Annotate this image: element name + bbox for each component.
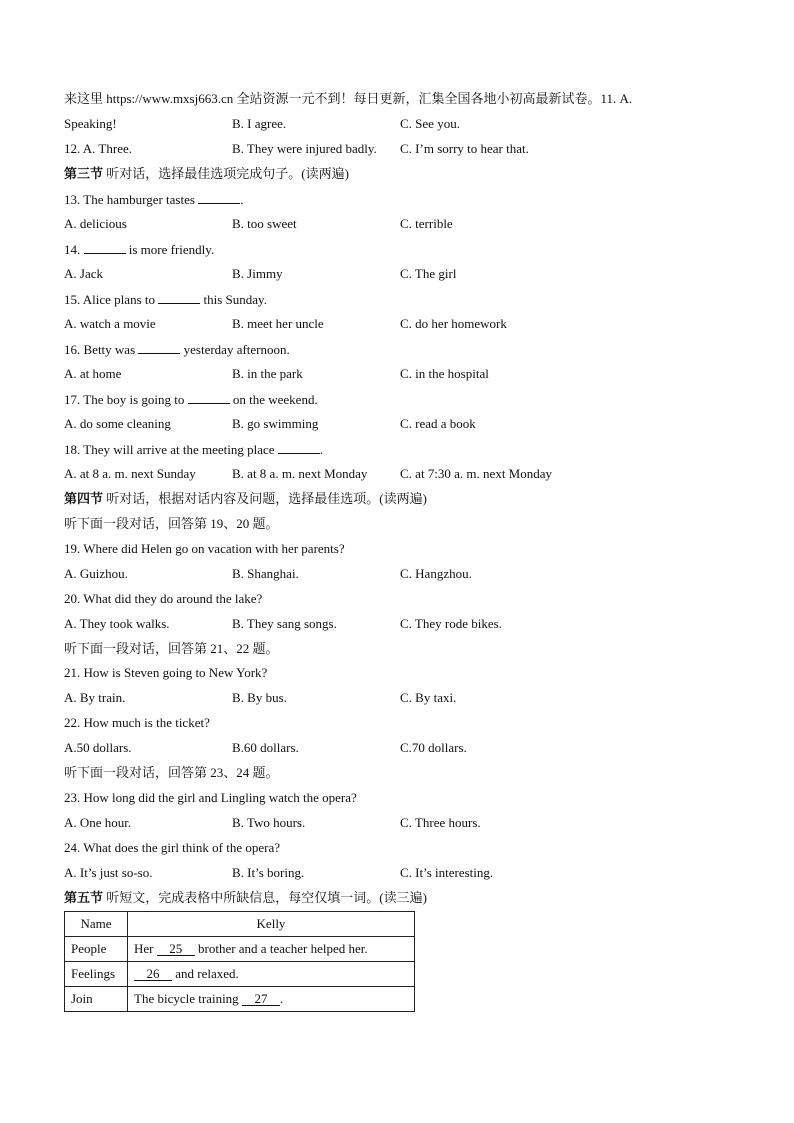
section5-heading <box>64 890 427 907</box>
q16-option-b: B. in the park <box>232 366 303 381</box>
section4-text: 听对话，根据对话内容及问题，选择最佳选项。(读两遍) <box>103 491 427 506</box>
q16-option-a: A. at home <box>64 366 122 381</box>
row-label: Feelings <box>65 962 128 987</box>
q22-stem: 22. How much is the ticket? <box>64 715 210 730</box>
table-header-kelly: Kelly <box>128 912 415 937</box>
q21-option-b: B. By bus. <box>232 690 287 705</box>
q12-option-b: B. They were injured badly. <box>232 141 377 156</box>
q17-option-c: C. read a book <box>400 416 476 431</box>
q16-stem: 16. Betty was yesterday afternoon. <box>64 342 290 357</box>
section4-heading <box>64 491 427 508</box>
info-table <box>64 911 415 1012</box>
q14-option-a: A. Jack <box>64 266 103 281</box>
q11-option-a: Speaking! <box>64 116 117 131</box>
q17-stem: 17. The boy is going to on the weekend. <box>64 392 318 407</box>
answer-blank <box>198 191 240 204</box>
header-line: 来这里 https://www.mxsj663.cn 全站资源一元不到！每日更新，汇集全国各地小初高最新试卷。11. A. <box>64 91 633 106</box>
row-label: People <box>65 937 128 962</box>
q12-option-a: 12. A. Three. <box>64 141 132 156</box>
intro-19-20: 听下面一段对话，回答第 19、20 题。 <box>64 516 279 531</box>
q20-stem: 20. What did they do around the lake? <box>64 591 263 606</box>
q15-option-c: C. do her homework <box>400 316 507 331</box>
q23-option-c: C. Three hours. <box>400 815 481 830</box>
section5-text: 听短文，完成表格中所缺信息，每空仅填一词。(读三遍) <box>103 890 427 905</box>
q21-option-a: A. By train. <box>64 690 126 705</box>
q22-option-a: A.50 dollars. <box>64 740 132 755</box>
q24-stem: 24. What does the girl think of the opera? <box>64 840 281 855</box>
q14-stem: 14. is more friendly. <box>64 242 215 257</box>
section3-label: 第三节 <box>64 167 104 182</box>
q22-option-c: C.70 dollars. <box>400 740 467 755</box>
q24-option-c: C. It’s interesting. <box>400 865 494 880</box>
q19-option-a: A. Guizhou. <box>64 566 128 581</box>
q18-option-a: A. at 8 a. m. next Sunday <box>64 466 196 481</box>
q24-option-a: A. It’s just so-so. <box>64 865 153 880</box>
q15-option-a: A. watch a movie <box>64 316 156 331</box>
table-row <box>65 962 415 987</box>
q23-option-a: A. One hour. <box>64 815 132 830</box>
q21-stem: 21. How is Steven going to New York? <box>64 665 268 680</box>
table-header-name: Name <box>65 912 128 937</box>
q11-option-b: B. I agree. <box>232 116 287 131</box>
row-content: Her 25 brother and a teacher helped her. <box>128 937 415 962</box>
answer-blank <box>84 241 126 254</box>
q16-option-c: C. in the hospital <box>400 366 489 381</box>
q19-option-c: C. Hangzhou. <box>400 566 472 581</box>
q15-option-b: B. meet her uncle <box>232 316 324 331</box>
answer-blank <box>278 441 320 454</box>
answer-blank <box>188 391 230 404</box>
row-content: The bicycle training 27 . <box>128 987 415 1012</box>
intro-21-22: 听下面一段对话，回答第 21、22 题。 <box>64 641 279 656</box>
q14-option-b: B. Jimmy <box>232 266 283 281</box>
section5-label: 第五节 <box>64 891 104 906</box>
q14-option-c: C. The girl <box>400 266 457 281</box>
q13-option-b: B. too sweet <box>232 216 297 231</box>
section3-heading <box>64 166 349 183</box>
answer-blank <box>158 291 200 304</box>
q19-option-b: B. Shanghai. <box>232 566 299 581</box>
blank-26: 26 <box>134 967 172 981</box>
q22-option-b: B.60 dollars. <box>232 740 299 755</box>
q23-stem: 23. How long did the girl and Lingling watch the opera? <box>64 790 357 805</box>
q21-option-c: C. By taxi. <box>400 690 457 705</box>
section4-label: 第四节 <box>64 492 104 507</box>
row-label: Join <box>65 987 128 1012</box>
row-content: 26 and relaxed. <box>128 962 415 987</box>
blank-27: 27 <box>242 992 280 1006</box>
q12-option-c: C. I’m sorry to hear that. <box>400 141 529 156</box>
q13-stem: 13. The hamburger tastes . <box>64 192 244 207</box>
answer-blank <box>138 341 180 354</box>
q20-option-a: A. They took walks. <box>64 616 170 631</box>
q20-option-b: B. They sang songs. <box>232 616 337 631</box>
q15-stem: 15. Alice plans to this Sunday. <box>64 292 267 307</box>
q20-option-c: C. They rode bikes. <box>400 616 502 631</box>
q24-option-b: B. It’s boring. <box>232 865 305 880</box>
q18-option-b: B. at 8 a. m. next Monday <box>232 466 368 481</box>
q11-option-c: C. See you. <box>400 116 460 131</box>
q13-option-c: C. terrible <box>400 216 453 231</box>
table-row <box>65 937 415 962</box>
q13-option-a: A. delicious <box>64 216 127 231</box>
q18-stem: 18. They will arrive at the meeting place . <box>64 442 324 457</box>
q17-option-a: A. do some cleaning <box>64 416 171 431</box>
table-header-row <box>65 912 415 937</box>
q23-option-b: B. Two hours. <box>232 815 306 830</box>
section3-text: 听对话，选择最佳选项完成句子。(读两遍) <box>103 166 349 181</box>
q19-stem: 19. Where did Helen go on vacation with her parents? <box>64 541 345 556</box>
intro-23-24: 听下面一段对话，回答第 23、24 题。 <box>64 765 279 780</box>
blank-25: 25 <box>157 942 195 956</box>
table-row <box>65 987 415 1012</box>
q18-option-c: C. at 7:30 a. m. next Monday <box>400 466 553 481</box>
q17-option-b: B. go swimming <box>232 416 319 431</box>
